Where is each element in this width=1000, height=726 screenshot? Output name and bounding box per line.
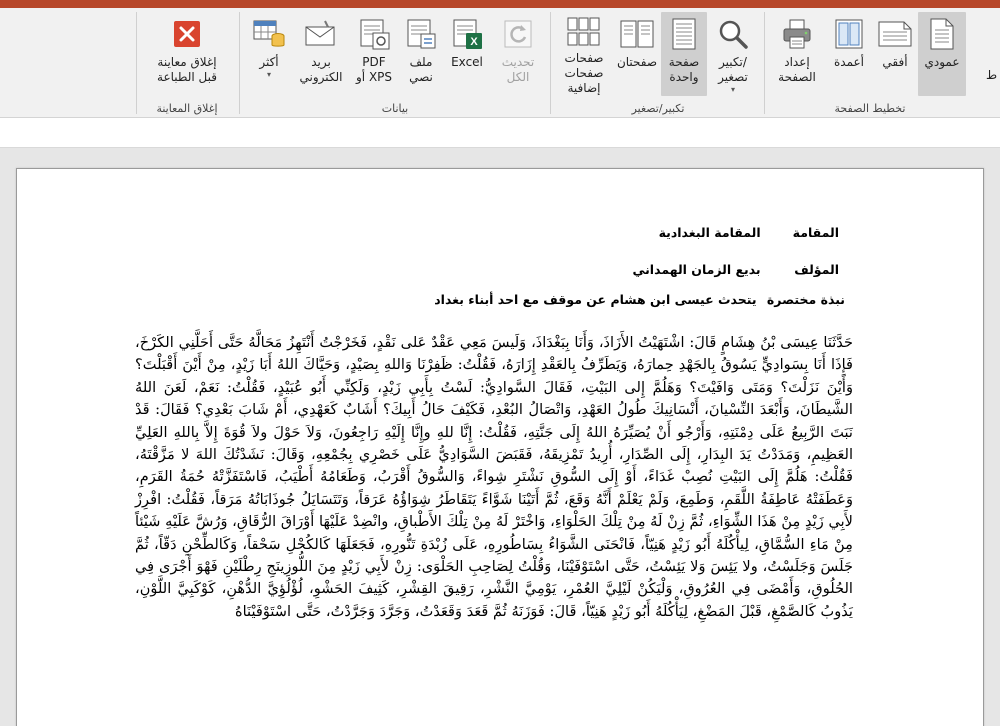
export-pdf-xps-label: PDF أو XPS — [355, 55, 393, 84]
svg-text:X: X — [470, 36, 478, 48]
data-group — [242, 8, 548, 118]
ribbon-separator — [550, 12, 551, 114]
export-text-file-button[interactable] — [400, 12, 442, 96]
email-button[interactable] — [294, 12, 348, 96]
export-pdf-xps-button[interactable] — [350, 12, 398, 96]
landscape-icon — [878, 16, 912, 52]
portrait-label: عمودي — [924, 55, 960, 69]
ribbon-separator — [239, 12, 240, 114]
landscape-label: أفقي — [882, 55, 908, 69]
ribbon-cut-off-label: ط — [986, 68, 998, 82]
ribbon-separator — [764, 12, 765, 114]
text-file-icon — [404, 16, 438, 52]
pdf-xps-icon — [357, 16, 391, 52]
meta-value-maqama: المقامة البغدادية — [658, 225, 761, 240]
email-envelope-icon — [304, 16, 338, 52]
refresh-all-button[interactable] — [492, 12, 544, 96]
more-export-database-icon — [252, 16, 286, 52]
close-preview-group — [138, 8, 236, 118]
portrait-icon — [925, 16, 959, 52]
close-print-preview-label: إغلاق معاينة قبل الطباعة — [157, 55, 217, 84]
meta-key-author: المؤلف — [794, 262, 839, 277]
one-page-label: صفحة واحدة — [668, 55, 700, 84]
printer-page-setup-icon — [780, 16, 814, 52]
preview-toolbar-strip — [0, 118, 1000, 148]
meta-author — [632, 262, 839, 277]
close-preview-group-label: إغلاق المعاينة — [156, 102, 218, 115]
maqama-paragraph: حَدَّثَنَا عِيسَى بْنُ هِشَامٍ قَالَ: اشْتَهَيْتُ الأَزَاذَ، وَأَنَا بِبَغْدَاذَ، وَلَيسَ مَعِي عَقْدٌ عَلى نَقْدٍ، فَخَرْجْتُ أَنْتَهِزُ مَحَالَّهُ حَتَّى أَحَلَّنِي الكَرْخَ، فَإِذَا أَنَا بِسَوادِيٍّ يَسُوقُ بِالجَهْدِ حِمارَهُ، وَيَطَرِّفُ بِالعَقْدِ إِزَارَهُ، فَقُلْتُ: ظَفِرْنَا وَاللهِ بِصَيْدٍ، وَحَيَّاكَ اللهُ أَبَا زَيْدٍ، مِنْ أَيْنَ أَقْبَلْتَ؟ وَأَيْنَ نَزَلْتَ؟ وَمَتَى وَافَيْتَ؟ وَهَلُمَّ إِلى البَيْتِ، فَقَالَ السَّوادِيُّ: لَسْتُ بِأَبِي زَيْدٍ، وَلَكِنِّي أَبُو عُبَيْدٍ، فَقُلْتُ: نَعَمْ، لَعَنَ اللهُ الشَّيطَانَ، وَأَبْعَدَ النِّسْيانَ، أَنْسَانِيكَ طُولُ العَهْدِ، وَاتْصَالُ البُعْدِ، فَكَيْفَ حَالُ أَبِيكَ؟ أَشَابٌ كَعَهْدِي، أَمْ شَابَ بَعْدِي؟ فَقَالَ: قَدْ نَبَتَ الرَّبِيعُ عَلَى دِمْنَتِهِ، وَأَرْجُو أَنْ يُصَيِّرَهُ اللهُ إِلَى جَنَّتِهِ، فَقُلْتُ: إِنَّا للهِ وإِنَّا إِلَيْهِ رَاجِعُونَ، وَلاَ حَوْلَ ولاَ قُوَةَ إِلاَّ بِاللهِ العَلِيِّ العَظِيمِ، وَمَدَدْتُ يَدَ البِدَارِ، إِلَى الصِّدَارِ، أُرِيدُ تَمْزِيقَهُ، فَقَبَضَ السَّوَادِيُّ عَلَى خَصْرِي بِجُمْعِهِ، وَقَالَ: نَشَدْتُكَ اللهَ لا مَزَّقْتَهُ، فَقُلْتُ: هَلُمَّ إِلَى البَيْتِ نُصِبْ غَدَاءً، أَوْ إِلَى السُّوقِ نَشْتَرِ شِواءً، وَالسُّوقُ أَقْرَبُ، وَطَعَامُهُ أَطْيَبُ، فَاسْتَفَزَّتْهُ حُمَةُ القَرَمِ، وَعَطَفَتْهُ عَاطِفَةُ اللَّقَمِ، وَطَمِعَ، وَلَمْ يَعْلَمْ أَنَّهُ وَقَعَ، ثُمَّ أَتَيْنَا شَوَّاءً يَتَقَاطَرُ شِوَاؤُهُ عَرَقاً، وَتَتَسَايَلُ جُوذَابَاتُهُ مَرَقاً، فَقُلْتُ: افْرِزْ لأَبِي زَيْدٍ مِنْ هَذَا الشِّوَاءِ، ثُمَّ زِنْ لَهُ مِنْ تِلْكَ الحَلْوَاءِ، وَاخْتَرْ لَهُ مِنْ تِلْكَ الأَطْباقِ، وانْضِدْ عَلَيْهَا أَوْرَاقَ الرُّقَاقِ، وَرُشَّ عَلَيْهِ شَيْئاً مِنْ مَاءِ السُّمَّاقِ، لِيأْكُلَهُ أَبُو زَيْدٍ هَنِيّاً، فَانْحَنَى الشَّوَاءُ بِسَاطُورِهِ، عَلَى زُبْدَةِ تَنُّورِهِ، فَجَعَلَهَا كَالكُحْلِ سَحْقاً، وَكَالطِّحْنِ دَقّاً، ثُمَّ جَلَسَ وَجَلَسْتُ، ولا يَئِسَ وَلا يَئِسْتُ، حَتَّى اسْتَوْفَيْنَا، وَقُلْتُ لِصَاحِبِ الحَلْوَى: زِنْ لأَبِي زَيْدٍ مِنَ اللُّوزِينَجِ رِطْلَيْنِ فَهْوَ أَجْرَى فِي الحُلُوقِ، وَأَمْضَى فِي العُرُوقِ، وَلْيَكُنْ لَيْلِيَّ العُمْرِ، يَوْمِيَّ النَّشْرِ، رَقِيقَ القِشْرِ، كَثِيفَ الحَشْوِ، لُؤْلُؤِيَّ الدُّهْنِ، كَوْكَبِيَّ اللَّوْنِ، يَذُوبُ كَالصَّمْغِ، قَبْلَ المَضْغِ، لِيَأْكُلَهُ أَبُو زَيْدٍ هَنِيّاً، قَالَ: فَوَزَنَهُ ثُمَّ قَعَدَ وَقَعَدْتُ، وَجَرَّدَ وَجَرَّدْتُ، حَتَّى اسْتَوْفَيْنَاهُ — [135, 334, 853, 620]
columns-icon — [832, 16, 866, 52]
data-group-label: بيانات — [381, 102, 409, 115]
export-excel-button[interactable] — [444, 12, 490, 96]
columns-button[interactable] — [827, 12, 871, 96]
two-pages-button[interactable] — [613, 12, 661, 96]
more-pages-button[interactable] — [555, 12, 613, 96]
two-pages-label: صفحتان — [616, 55, 658, 69]
report-page — [16, 168, 984, 726]
page-layout-group — [765, 8, 975, 118]
zoom-group — [553, 8, 763, 118]
more-pages-label: صفحات صفحات إضافية — [564, 51, 604, 95]
two-pages-icon — [620, 16, 654, 52]
one-page-button[interactable] — [661, 12, 707, 96]
title-bar-strip — [0, 0, 1000, 8]
maqama-body-text — [135, 332, 853, 623]
multiple-pages-icon — [567, 16, 601, 48]
email-label: بريد الكتروني — [299, 55, 343, 84]
more-export-dropdown-arrow-icon: ▾ — [266, 70, 271, 79]
page-setup-button[interactable] — [769, 12, 825, 96]
meta-maqama — [659, 225, 839, 240]
close-print-preview-button[interactable] — [142, 12, 232, 96]
zoom-label: تكبير/ تصغير — [718, 55, 748, 84]
more-export-label: أكثر — [259, 55, 279, 69]
print-preview-ribbon — [0, 8, 1000, 118]
one-page-icon — [667, 16, 701, 52]
columns-label: أعمدة — [833, 55, 865, 69]
ribbon-separator — [136, 12, 137, 114]
zoom-dropdown-arrow-icon: ▾ — [730, 85, 735, 94]
zoom-group-label: تكبير/تصغير — [631, 102, 685, 115]
page-setup-label: إعداد الصفحة — [778, 55, 816, 84]
export-excel-label: Excel — [451, 55, 483, 69]
refresh-all-label: تحديث الكل — [501, 55, 535, 84]
zoom-button[interactable] — [707, 12, 759, 96]
refresh-icon — [501, 16, 535, 52]
meta-summary — [434, 292, 845, 307]
meta-key-summary: نبذة مختصرة — [766, 292, 845, 307]
more-export-button[interactable] — [246, 12, 292, 96]
meta-value-summary: يتحدث عيسى ابن هشام عن موقف مع احد أبناء بغداد — [434, 292, 757, 307]
close-x-icon — [170, 16, 204, 52]
portrait-button[interactable] — [918, 12, 966, 96]
meta-value-author: بديع الزمان الهمداني — [632, 262, 761, 277]
excel-icon — [450, 16, 484, 52]
landscape-button[interactable] — [873, 12, 917, 96]
meta-key-maqama: المقامة — [792, 225, 839, 240]
export-text-file-label: ملف نصي — [409, 55, 433, 84]
page-layout-group-label: تخطيط الصفحة — [834, 102, 906, 115]
magnifier-icon — [716, 16, 750, 52]
